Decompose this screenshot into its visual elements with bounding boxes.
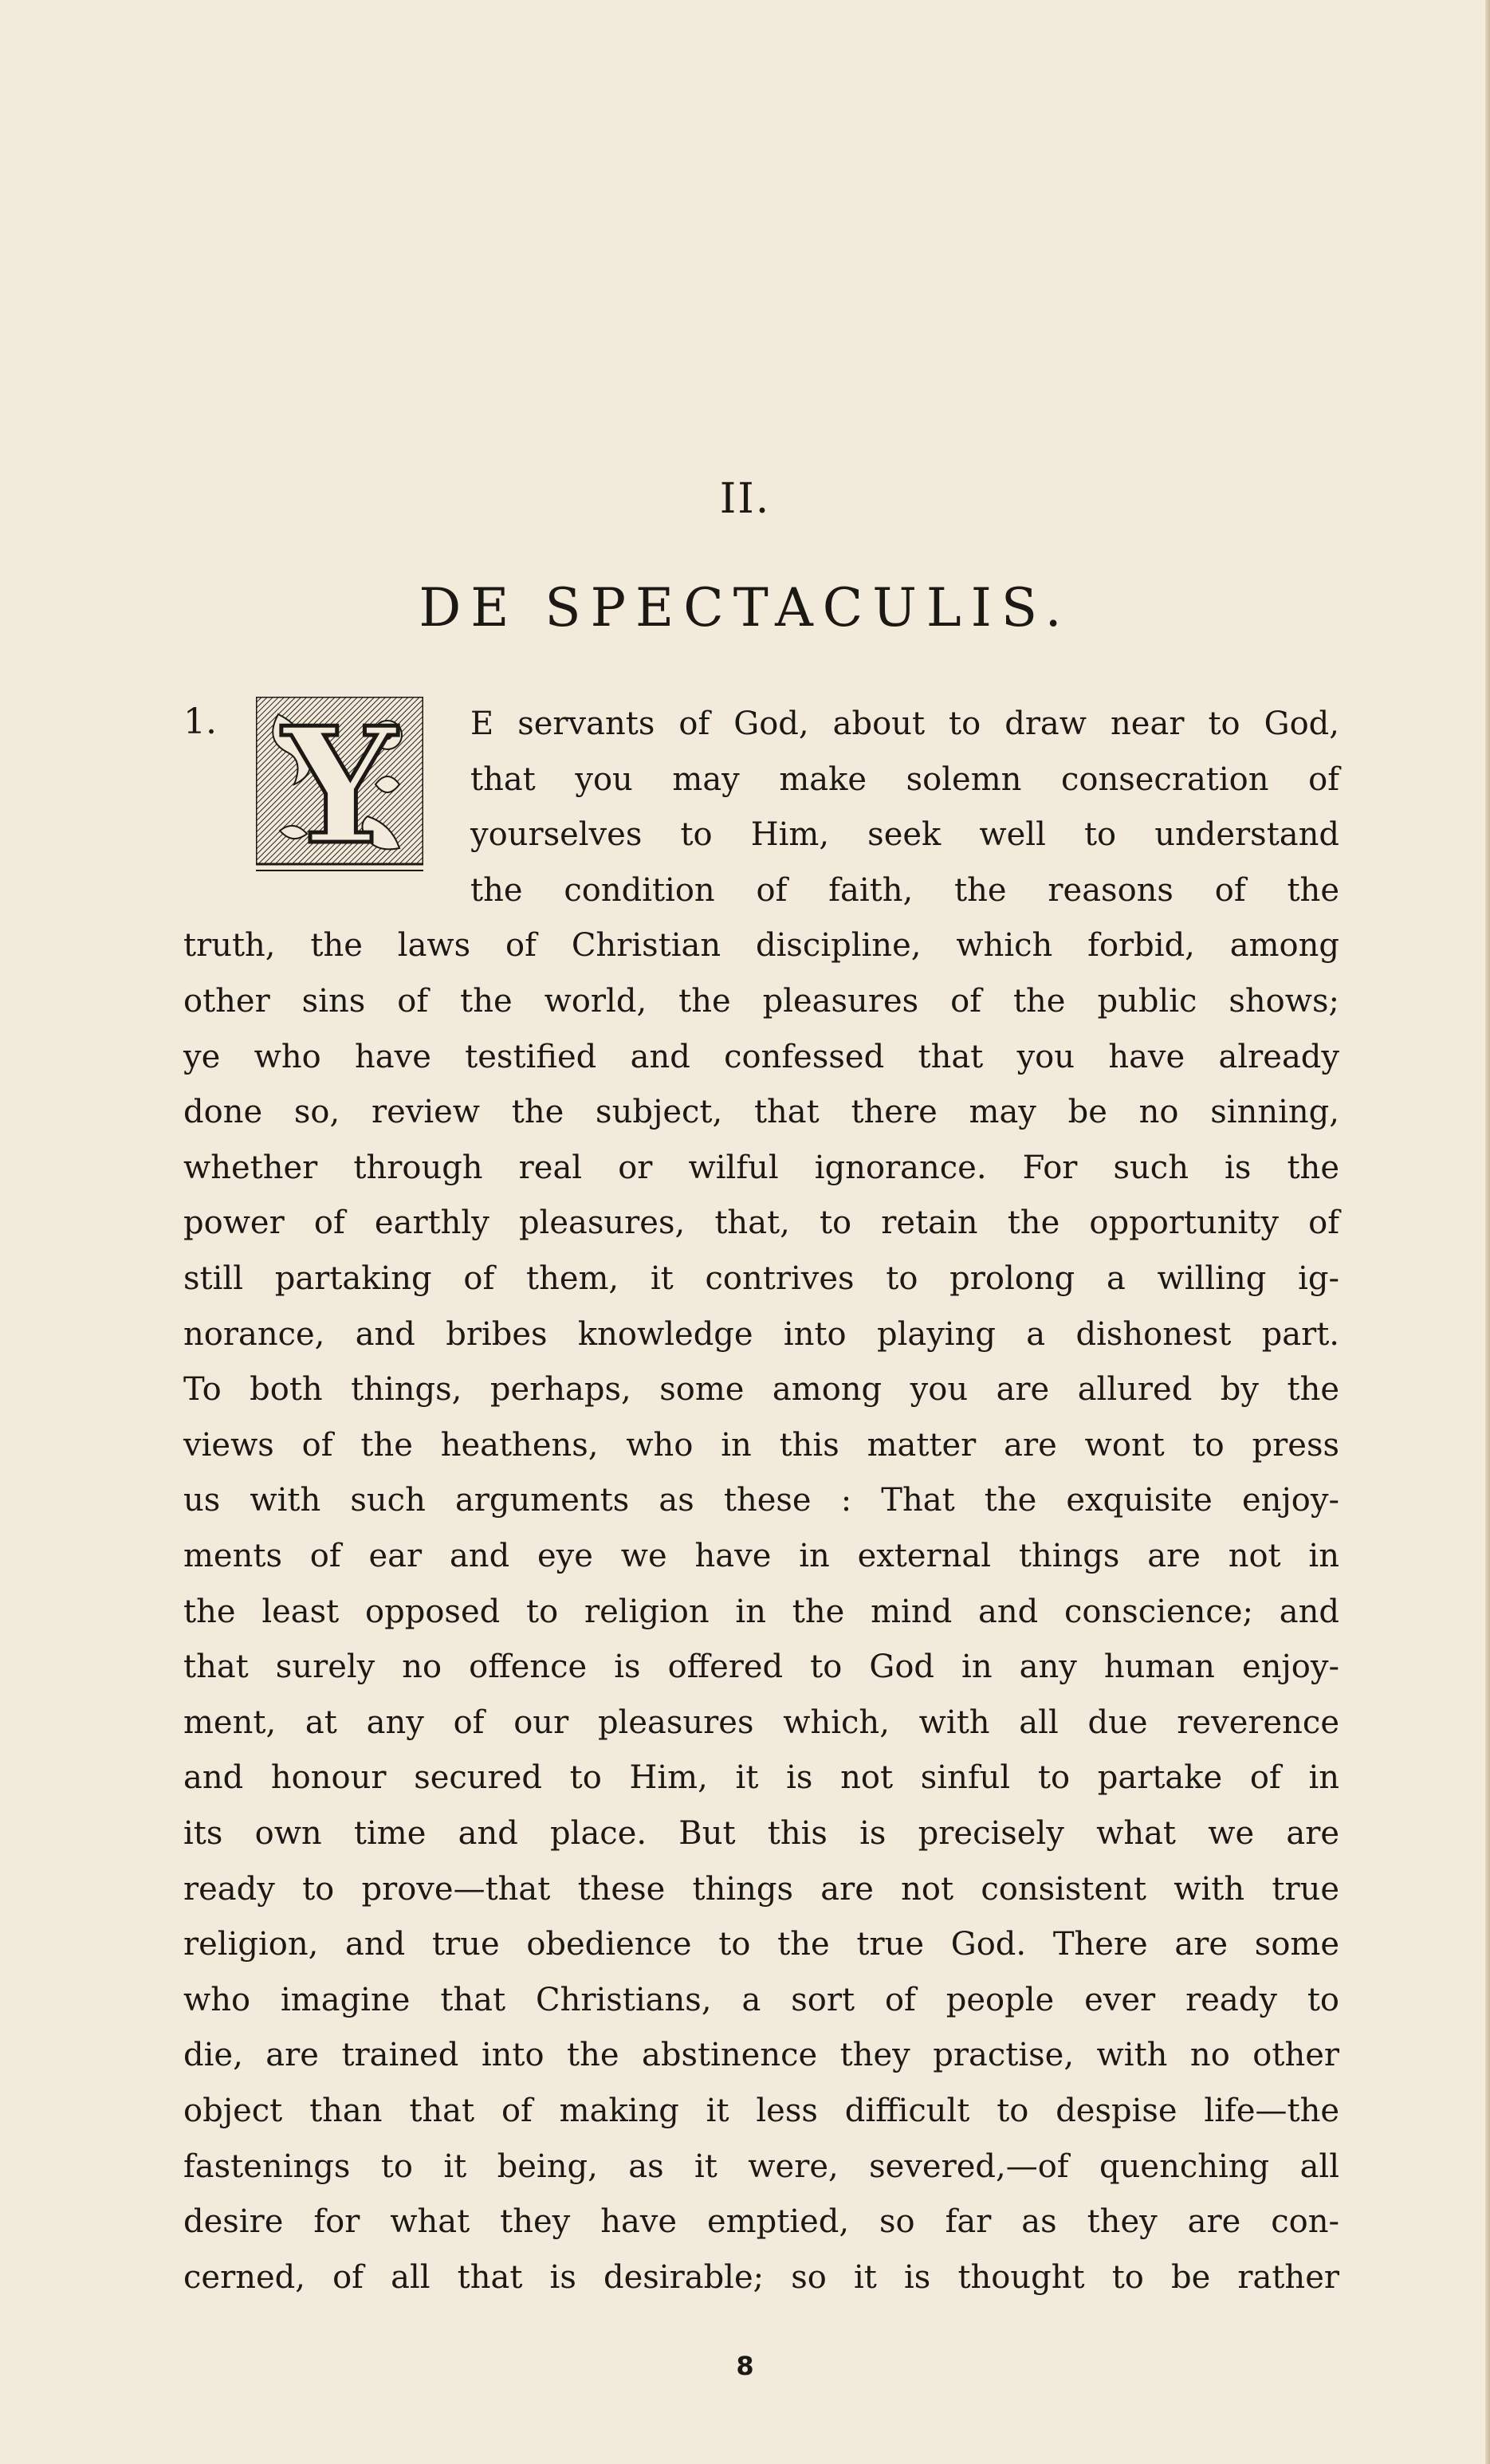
text-line: object than that of making it less difficult to despise life—the: [183, 2093, 1339, 2129]
text-line: desire for what they have emptied, so far as they are con-: [183, 2203, 1339, 2241]
text-line: yourselves to Him, seek well to understand: [470, 816, 1339, 854]
text-line: that surely no offence is offered to God in any human enjoy-: [183, 1649, 1339, 1686]
text-line: us with such arguments as these : That the exquisite enjoy-: [183, 1482, 1339, 1519]
text-line: religion, and true obedience to the true God. There are some: [183, 1926, 1339, 1963]
text-line: the least opposed to religion in the mind and conscience; and: [183, 1593, 1339, 1630]
text-line: that you may make solemn consecration of: [470, 760, 1339, 798]
chapter-title: DE SPECTACULIS.: [419, 577, 1071, 639]
page-number: 8: [736, 2351, 754, 2381]
text-line: die, are trained into the abstinence they practise, with no other: [183, 2037, 1339, 2074]
text-line: power of earthly pleasures, that, to retain the opportunity of: [183, 1204, 1339, 1242]
drop-cap-ornament: [256, 697, 423, 872]
text-line: still partaking of them, it contrives to prolong a willing ig-: [183, 1260, 1339, 1297]
page-edge: [1485, 0, 1490, 2464]
text-line: ments of ear and eye we have in external things are not in: [183, 1538, 1339, 1574]
text-line: E servants of God, about to draw near to God,: [470, 705, 1339, 742]
text-line: its own time and place. But this is precisely what we are: [183, 1815, 1339, 1852]
chapter-number: II.: [719, 475, 771, 523]
section-number: 1.: [183, 701, 217, 742]
text-line: who imagine that Christians, a sort of people ever ready to: [183, 1981, 1339, 2018]
text-line: ye who have testified and confessed that you have already: [183, 1038, 1339, 1075]
drop-cap-letter: Y: [282, 697, 397, 872]
text-line: the condition of faith, the reasons of the: [470, 871, 1339, 909]
text-line: truth, the laws of Christian discipline, which forbid, among: [183, 927, 1339, 965]
text-line: views of the heathens, who in this matter are wont to press: [183, 1426, 1339, 1464]
text-line: ready to prove—that these things are not consistent with true: [183, 1870, 1339, 1908]
text-line: whether through real or wilful ignorance. For such is the: [183, 1149, 1339, 1186]
text-line: ment, at any of our pleasures which, with all due reverence: [183, 1704, 1339, 1741]
text-line: done so, review the subject, that there may be no sinning,: [183, 1094, 1339, 1131]
text-line: other sins of the world, the pleasures of the public shows;: [183, 983, 1339, 1020]
text-line: To both things, perhaps, some among you are allured by the: [183, 1371, 1339, 1409]
text-line: norance, and bribes knowledge into playing a dishonest part.: [183, 1315, 1339, 1353]
text-line: fastenings to it being, as it were, severed,—of quenching all: [183, 2148, 1339, 2185]
text-line: cerned, of all that is desirable; so it is thought to be rather: [183, 2258, 1339, 2296]
text-line: and honour secured to Him, it is not sinful to partake of in: [183, 1759, 1339, 1797]
